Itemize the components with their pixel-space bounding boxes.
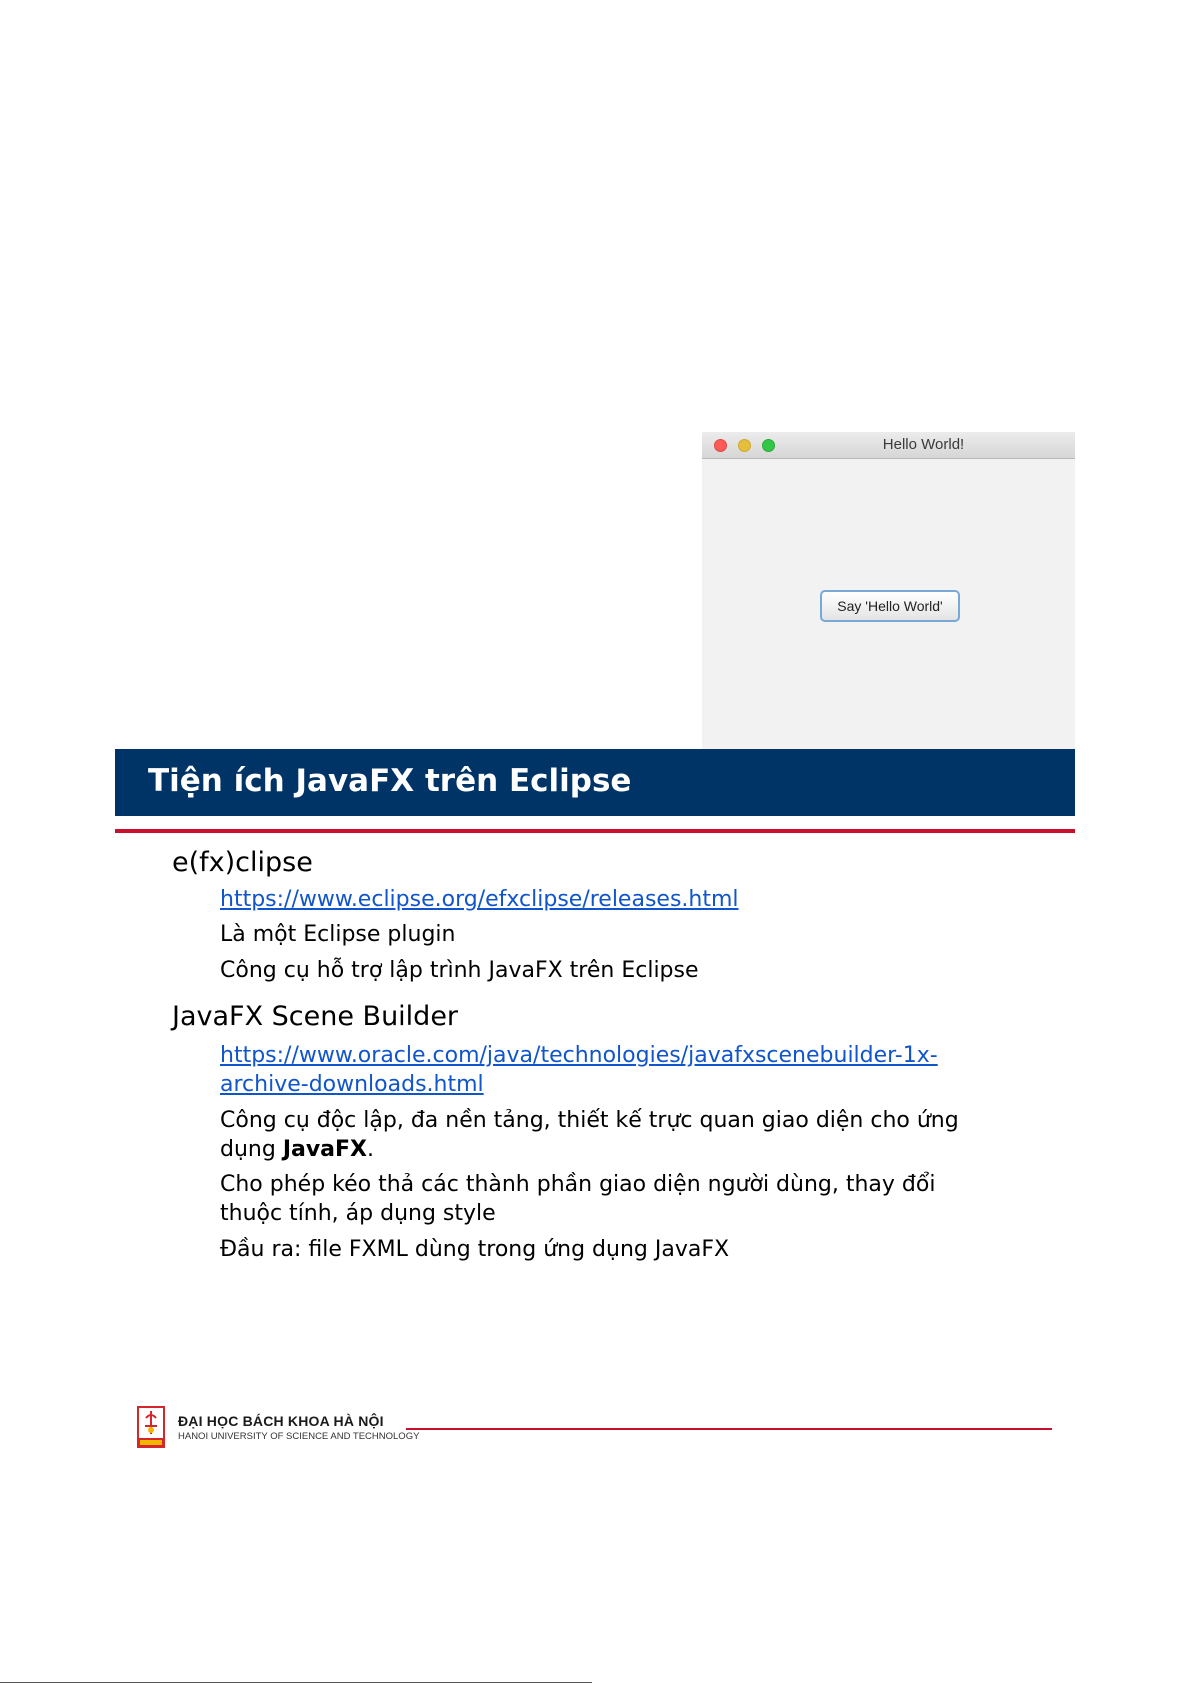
say-hello-button[interactable]: Say 'Hello World'	[820, 590, 960, 622]
scene-builder-link-line-2[interactable]: archive-downloads.html	[220, 1072, 484, 1097]
title-divider	[115, 829, 1075, 833]
slide-title: Tiện ích JavaFX trên Eclipse	[148, 763, 632, 799]
slide-title-bar	[115, 749, 1075, 816]
section-heading-efxclipse: e(fx)clipse	[172, 847, 313, 878]
footer-divider	[406, 1428, 1052, 1430]
efxclipse-bullet-2: Công cụ hỗ trợ lập trình JavaFX trên Eclipse	[220, 958, 699, 983]
scene-builder-bullet-2	[220, 1170, 1020, 1228]
window-title: Hello World!	[882, 436, 965, 453]
scene-builder-bullet-1	[220, 1106, 1020, 1164]
bullet-2-line-1: Cho phép kéo thả các thành phần giao diện người dùng, thay đổi	[220, 1172, 936, 1197]
university-logo-icon	[137, 1406, 165, 1448]
scene-builder-link[interactable]	[220, 1041, 1020, 1099]
bullet-1-line-1: Công cụ độc lập, đa nền tảng, thiết kế trực quan giao diện cho ứng	[220, 1108, 959, 1133]
scene-builder-link-line-1[interactable]: https://www.oracle.com/java/technologies/javafxscenebuilder-1x-	[220, 1043, 938, 1068]
hello-world-window-screenshot	[702, 432, 1075, 750]
scene-builder-bullet-3: Đầu ra: file FXML dùng trong ứng dụng JavaFX	[220, 1237, 730, 1262]
bullet-1-line-2-suffix: .	[367, 1137, 375, 1162]
section-heading-scene-builder: JavaFX Scene Builder	[172, 1001, 459, 1032]
window-titlebar	[702, 432, 1075, 459]
bullet-1-javafx-bold: JavaFX	[282, 1137, 368, 1162]
bullet-2-line-2: thuộc tính, áp dụng style	[220, 1201, 496, 1226]
university-name-english: HANOI UNIVERSITY OF SCIENCE AND TECHNOLOGY	[178, 1431, 420, 1442]
bullet-1-line-2-prefix: dụng	[220, 1137, 283, 1162]
efxclipse-link[interactable]: https://www.eclipse.org/efxclipse/releases.html	[220, 887, 739, 912]
university-name: ĐẠI HỌC BÁCH KHOA HÀ NỘI	[178, 1413, 384, 1429]
efxclipse-bullet-1: Là một Eclipse plugin	[220, 922, 456, 947]
page-bottom-divider	[0, 1682, 592, 1683]
